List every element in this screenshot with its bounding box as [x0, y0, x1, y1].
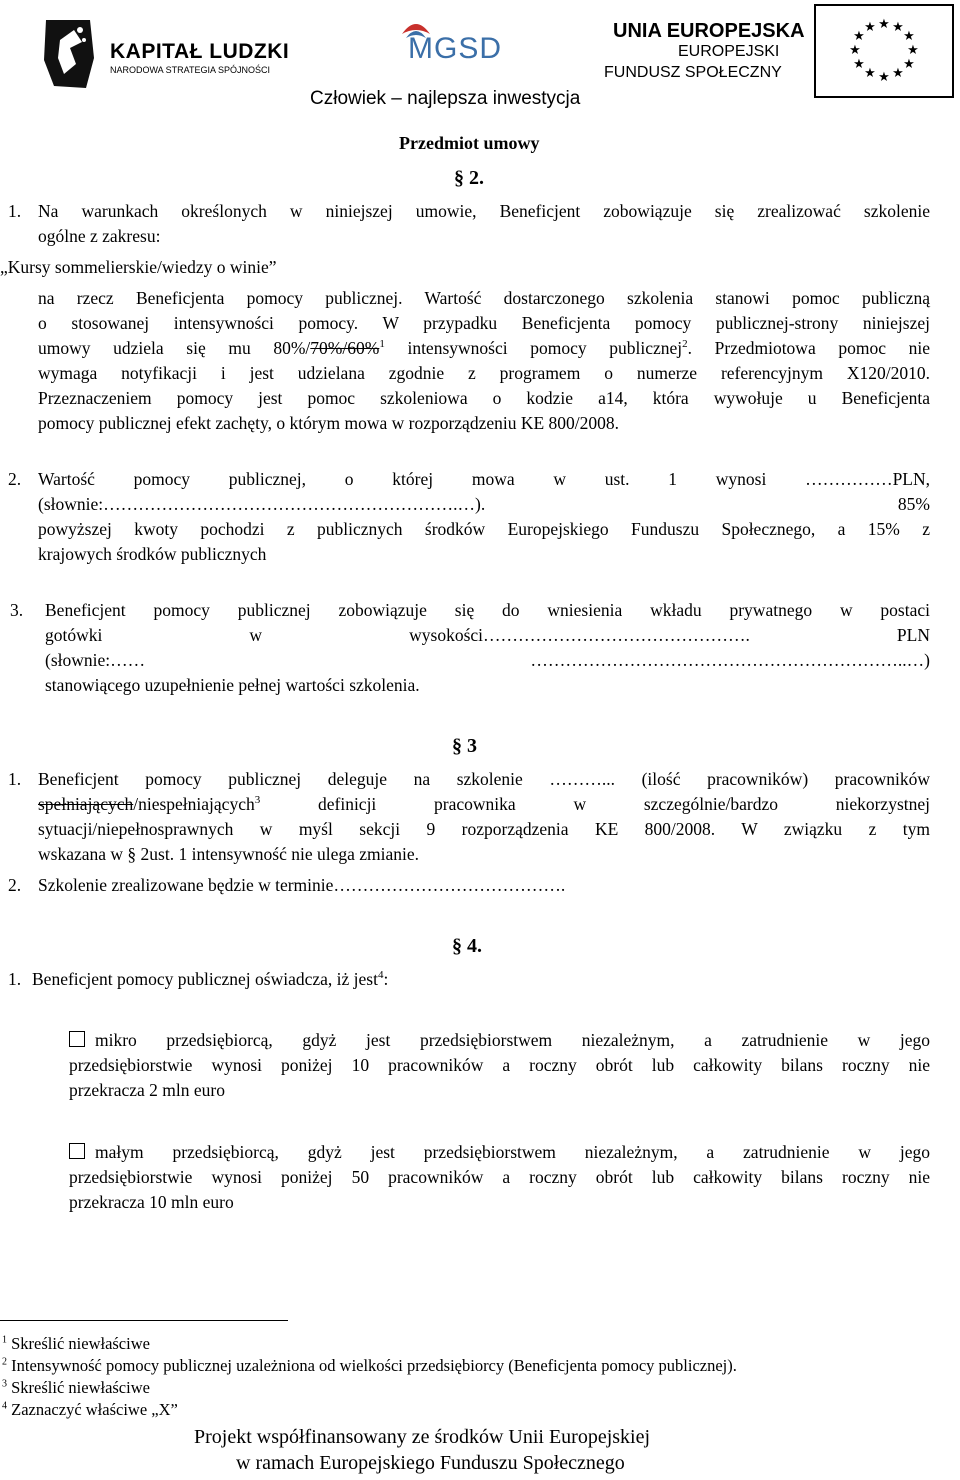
s2-p1-line-a: Na warunkach określonych w niniejszej umowie, Beneficjent zobowiązuje się zrealizować szkolenie: [38, 201, 930, 221]
s2-p1-line-b: ogólne z zakresu:: [38, 226, 161, 246]
s4-colon: :: [383, 969, 389, 989]
s4-declaration-text: Beneficjent pomocy publicznej oświadcza, iż jest: [32, 969, 378, 989]
kapital-ludzki-emblem-icon: [40, 18, 98, 90]
svg-text:★: ★: [907, 43, 919, 58]
footer-line-1: Projekt współfinansowany ze środków Unii Europejskiej: [194, 1426, 651, 1448]
micro-checkbox[interactable]: [69, 1031, 85, 1047]
footnote-ref-1: 1: [379, 338, 385, 351]
svg-text:★: ★: [892, 66, 904, 81]
s3-struck-word: spełniających: [38, 794, 134, 814]
s4-option-micro-line-b: przedsiębiorstwie wynosi poniżej 10 pracowników a roczny obrót lub całkowity bilans roczny nie: [69, 1055, 930, 1075]
s2-p1-line-i: pomocy publicznej efekt zachęty, o którym mowa w rozporządzeniu KE 800/2008.: [38, 413, 620, 433]
s2-p2-line-d: krajowych środków publicznych: [38, 544, 267, 564]
eu-line1: UNIA EUROPEJSKA: [613, 20, 805, 42]
footnote: $^3$ Skreślić niewłaściwe: [2, 1378, 150, 1397]
s2-intensity-struck: 70%/60%: [310, 338, 380, 358]
s2-p1-line-d: na rzecz Beneficjenta pomocy publicznej. Wartość dostarczonego szkolenia stanowi pomoc publiczną: [38, 288, 930, 308]
s3-line-b-rest: definicji pracownika w szczególnie/bardzo niekorzystnej: [260, 794, 930, 814]
eu-flag-icon: [814, 4, 954, 98]
s2-p3-line-d: stanowiącego uzupełnienie pełnej wartości szkolenia.: [45, 675, 420, 695]
s2-p2-line-b: (słownie:…………………………………………………….…). 85%: [38, 494, 930, 514]
svg-text:★: ★: [878, 17, 890, 32]
s4-option-micro-line-a: [69, 1028, 930, 1053]
s4-p1-num: 1.: [8, 969, 22, 989]
footnote-ref-3: 3: [254, 794, 261, 807]
s2-p3-num: 3.: [10, 600, 24, 620]
s3-p2-line-a: Szkolenie zrealizowane będzie w terminie………………………………….: [38, 875, 566, 895]
svg-text:★: ★: [853, 57, 865, 72]
svg-text:★: ★: [853, 29, 865, 44]
micro-option-text: mikro przedsiębiorcą, gdyż jest przedsiębiorstwem niezależnym, a zatrudnienie w jego: [95, 1030, 930, 1050]
document-title: Przedmiot umowy: [399, 133, 540, 153]
eu-line2: EUROPEJSKI: [678, 43, 780, 60]
svg-text:★: ★: [892, 20, 904, 35]
s2-intensity-text-3: . Przedmiotowa pomoc nie: [687, 338, 930, 358]
s4-p1-line: [32, 967, 388, 992]
eu-line3: FUNDUSZ SPOŁECZNY: [604, 64, 782, 81]
small-checkbox[interactable]: [69, 1143, 85, 1159]
s2-p1-num: 1.: [8, 201, 22, 221]
footnote: $^1$ Skreślić niewłaściwe: [2, 1334, 150, 1353]
s2-p2-line-a: Wartość pomocy publicznej, o której mowa w ust. 1 wynosi ……………PLN,: [38, 469, 930, 489]
s4-option-small-line-a: [69, 1140, 930, 1165]
s3-p1-line-c: sytuacji/niepełnosprawnych w myśl sekcji 9 rozporządzenia KE 800/2008. W związku z tym: [38, 819, 930, 839]
s2-p3-line-a: Beneficjent pomocy publicznej zobowiązuje się do wniesienia wkładu prywatnego w postaci: [45, 600, 930, 620]
s3-p1-line-b: [38, 792, 930, 817]
svg-text:★: ★: [903, 57, 915, 72]
slogan: Człowiek – najlepsza inwestycja: [310, 88, 581, 109]
svg-text:★: ★: [878, 70, 890, 85]
s3-option-word: /niespełniających: [133, 794, 255, 814]
s2-p3-line-c: (słownie:…… ………………………………………………………..…): [45, 650, 930, 670]
footnote-ref-2: 2: [682, 338, 688, 351]
s2-p2-num: 2.: [8, 469, 22, 489]
svg-text:★: ★: [903, 29, 915, 44]
section-2-heading: § 2.: [454, 167, 484, 189]
svg-text:★: ★: [864, 66, 876, 81]
s3-p1-num: 1.: [8, 769, 22, 789]
s3-p1-line-d: wskazana w § 2ust. 1 intensywność nie ulega zmianie.: [38, 844, 420, 864]
kapital-ludzki-subtitle: NARODOWA STRATEGIA SPÓJNOŚCI: [110, 65, 271, 75]
s2-p1-line-g: wymaga notyfikacji i jest udzielana zgodnie z programem o numerze referencyjnym X120/2010.: [38, 363, 930, 383]
footnote-list: [2, 1333, 737, 1421]
s2-p1-line-f: [38, 336, 930, 361]
mgsd-text: MGSD: [408, 32, 502, 65]
section-4-heading: § 4.: [452, 935, 482, 957]
s2-p1-line-h: Przeznaczeniem pomocy jest pomoc szkoleniowa o kodzie a14, która wywołuje u Beneficjenta: [38, 388, 930, 408]
s2-p2-line-c: powyższej kwoty pochodzi z publicznych środków Europejskiego Funduszu Społecznego, a 15% z: [38, 519, 930, 539]
s2-p3-line-b: gotówki w wysokości………………………………………. PLN: [45, 625, 930, 645]
s2-p1-line-e: o stosowanej intensywności pomocy. W przypadku Beneficjenta pomocy publicznej-strony niniejszej: [38, 313, 930, 333]
s4-option-small-line-c: przekracza 10 mln euro: [69, 1192, 234, 1212]
small-option-text: małym przedsiębiorcą, gdyż jest przedsiębiorstwem niezależnym, a zatrudnienie w jego: [95, 1142, 930, 1162]
s2-intensity-text-2: intensywności pomocy publicznej: [384, 338, 683, 358]
svg-text:★: ★: [864, 20, 876, 35]
s4-option-micro-line-c: przekracza 2 mln euro: [69, 1080, 225, 1100]
s4-option-small-line-b: przedsiębiorstwie wynosi poniżej 50 pracowników a roczny obrót lub całkowity bilans roczny nie: [69, 1167, 930, 1187]
footer-line-2: w ramach Europejskiego Funduszu Społecznego: [236, 1452, 625, 1474]
s3-p2-num: 2.: [8, 875, 22, 895]
footnote: $^2$ Intensywność pomocy publicznej uzależniona od wielkości przedsiębiorcy (Beneficjenta pomocy publicznej).: [2, 1356, 737, 1375]
svg-text:★: ★: [849, 43, 861, 58]
footnote-ref-4: 4: [377, 969, 384, 982]
footnote: $^4$ Zaznaczyć właściwe „X”: [2, 1400, 178, 1419]
s2-intensity-text: umowy udziela się mu 80%/: [38, 338, 311, 358]
footnote-separator: [0, 1320, 288, 1321]
section-3-heading: § 3: [452, 735, 477, 757]
kapital-ludzki-title: KAPITAŁ LUDZKI: [110, 40, 290, 63]
s3-p1-line-a: Beneficjent pomocy publicznej deleguje na szkolenie ………... (ilość pracowników) pracowników: [38, 769, 930, 789]
s2-p1-course: „Kursy sommelierskie/wiedzy o winie”: [0, 257, 277, 277]
